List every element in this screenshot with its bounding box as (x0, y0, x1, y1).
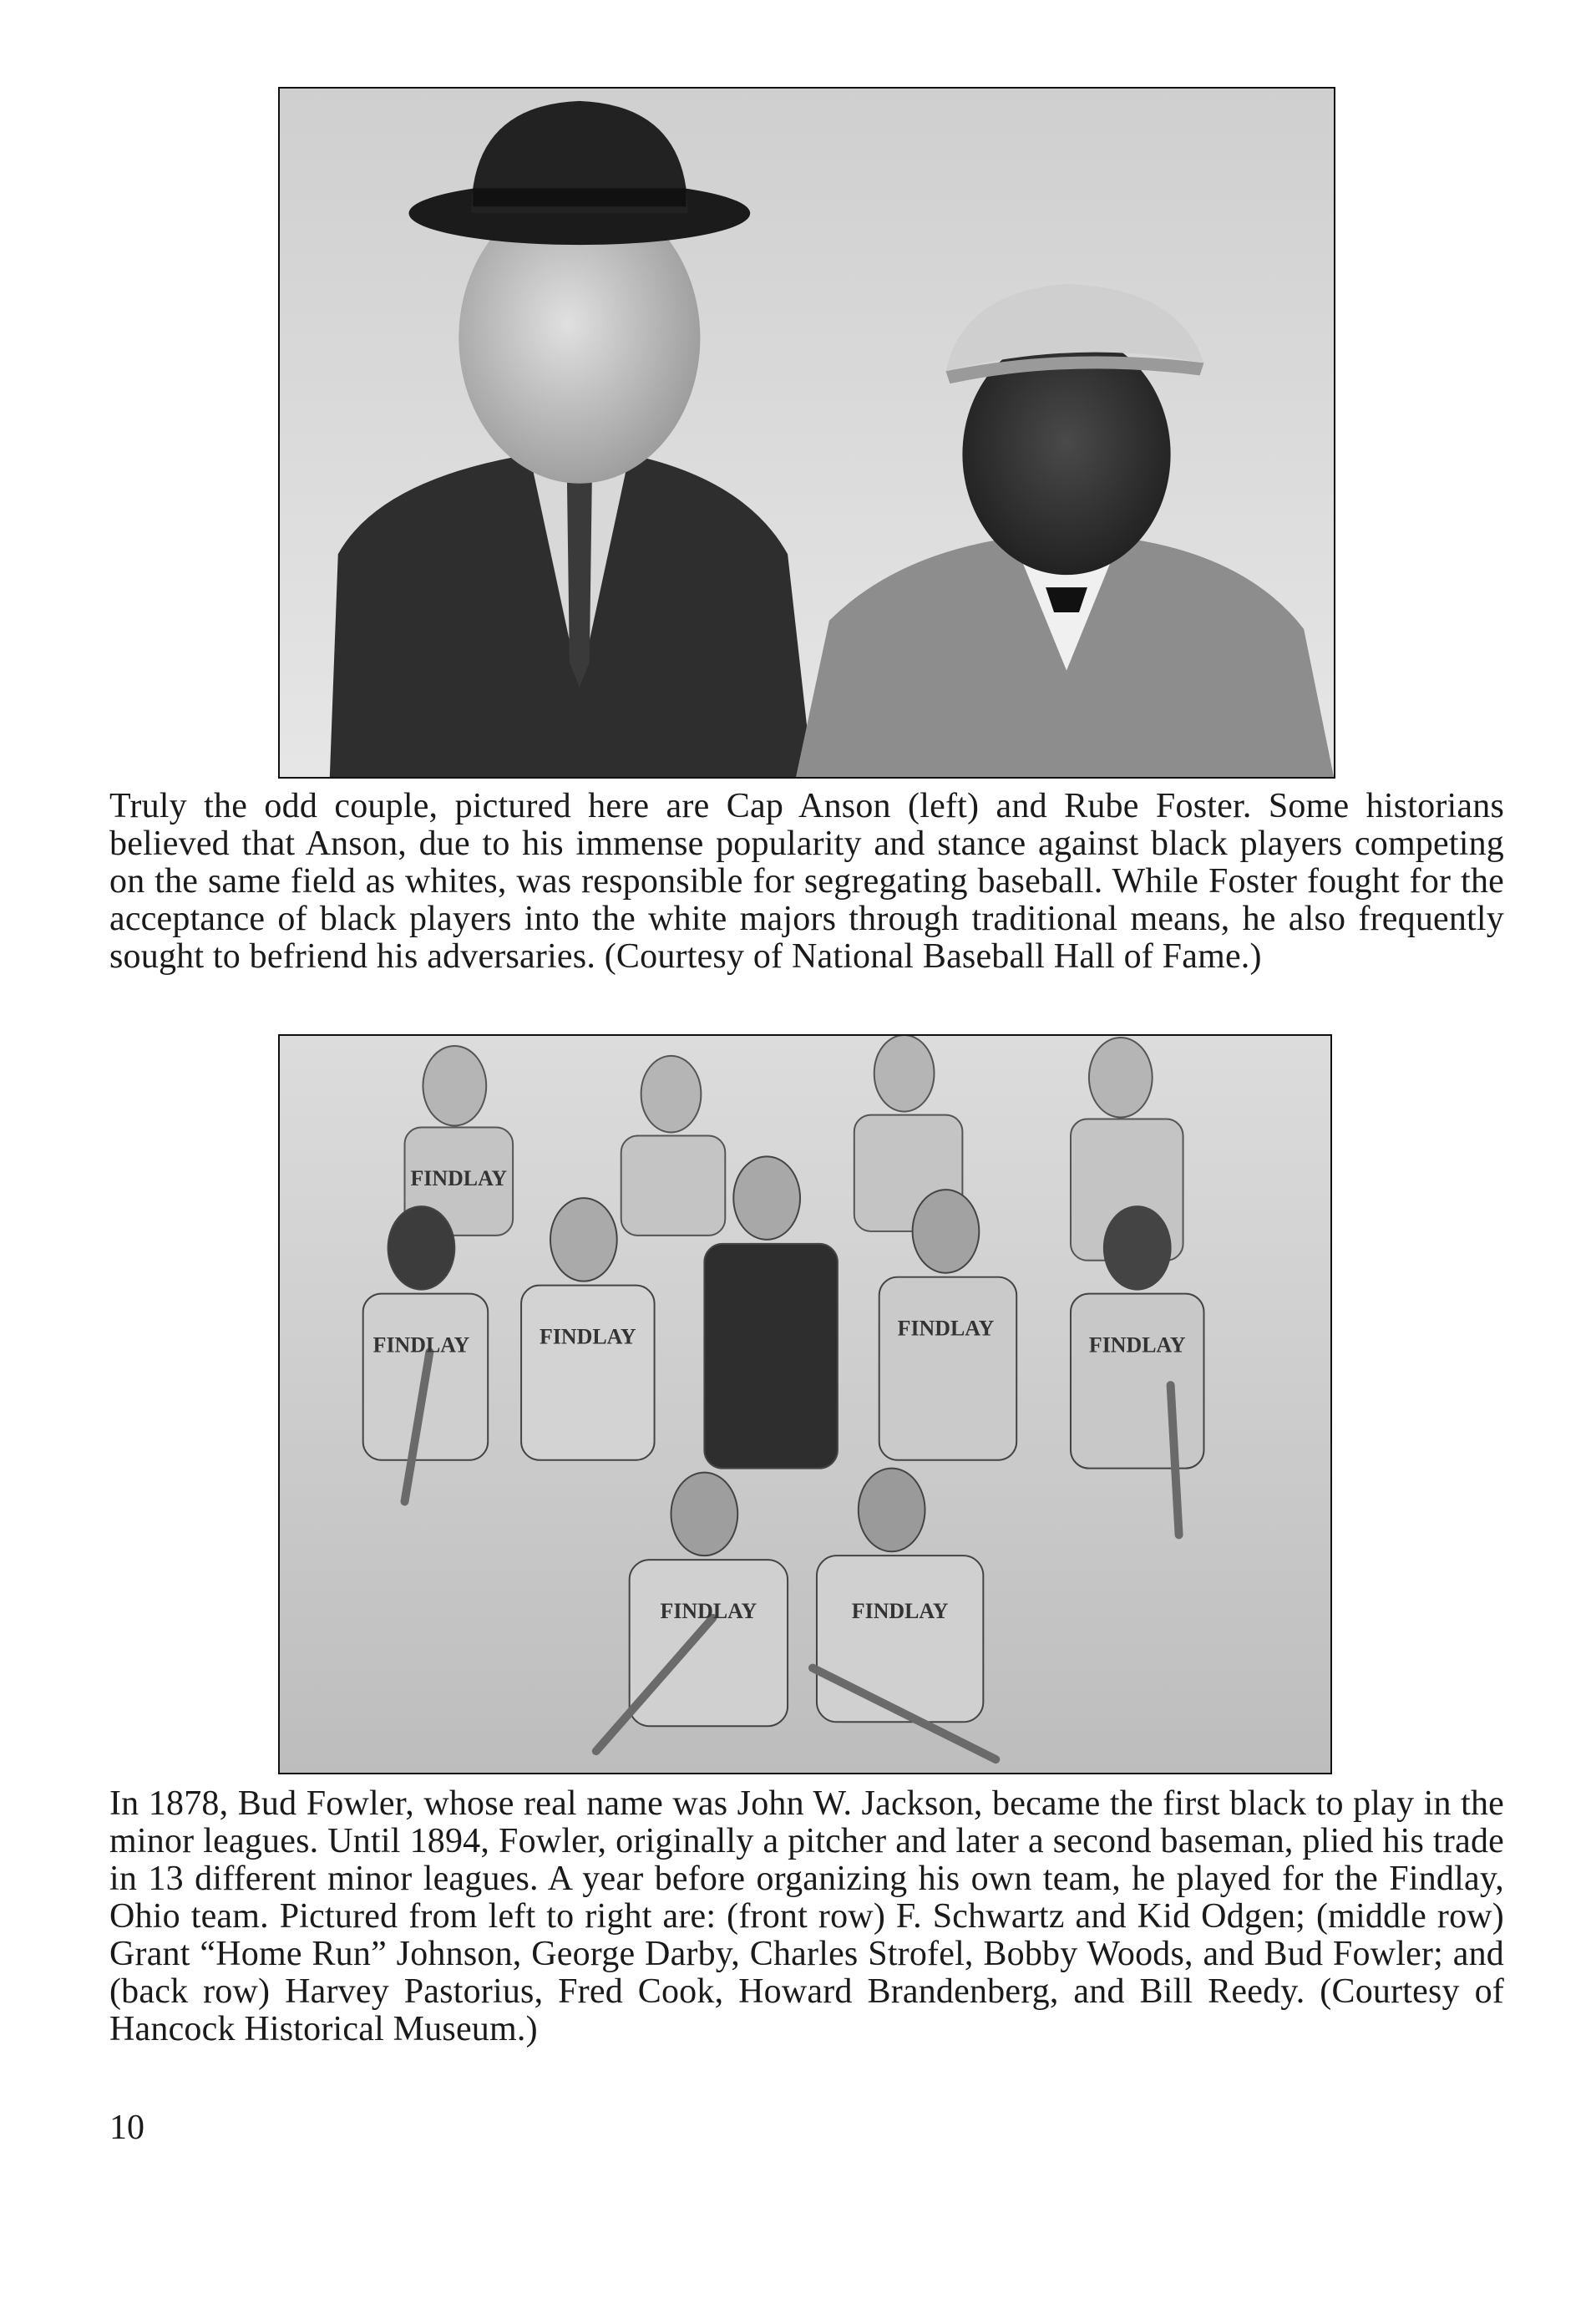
findlay-team-image (280, 1036, 1330, 1773)
anson-foster-caption: Truly the odd couple, pictured here are Cap Anson (left) and Rube Foster. Some historians believed that Anson, due to his immense popularity and stance against black players competing on the same field as whites, was responsible for segregating baseball. While Foster fought for the acceptance of black players into the white majors through traditional means, he also frequently sought to befriend his adversaries. (Courtesy of National Baseball Hall of Fame.) (109, 787, 1504, 976)
anson-foster-image (280, 89, 1334, 777)
page-number: 10 (109, 2109, 144, 2147)
jersey-text: FINDLAY (1088, 1332, 1186, 1358)
anson-foster-photo (278, 87, 1335, 779)
jersey-text: FINDLAY (851, 1598, 949, 1623)
findlay-team-photo (278, 1034, 1332, 1774)
jersey-text: FINDLAY (372, 1332, 470, 1358)
jersey-text: FINDLAY (660, 1598, 757, 1623)
jersey-text: FINDLAY (539, 1324, 636, 1349)
jersey-text: FINDLAY (410, 1166, 508, 1191)
findlay-team-caption: In 1878, Bud Fowler, whose real name was John W. Jackson, became the first black to play in the minor leagues. Until 1894, Fowler, originally a pitcher and later a second baseman, plied his trade in 13 different minor leagues. A year before organizing his own team, he played for the Findlay, Ohio team. Pictured from left to right are: (front row) F. Schwartz and Kid Odgen; (middle row) Grant “Home Run” Johnson, George Darby, Charles Strofel, Bobby Woods, and Bud Fowler; and (back row) Harvey Pastorius, Fred Cook, Howard Brandenberg, and Bill Reedy. (Courtesy of Hancock Historical Museum.) (109, 1784, 1504, 2048)
jersey-text: FINDLAY (897, 1316, 995, 1341)
